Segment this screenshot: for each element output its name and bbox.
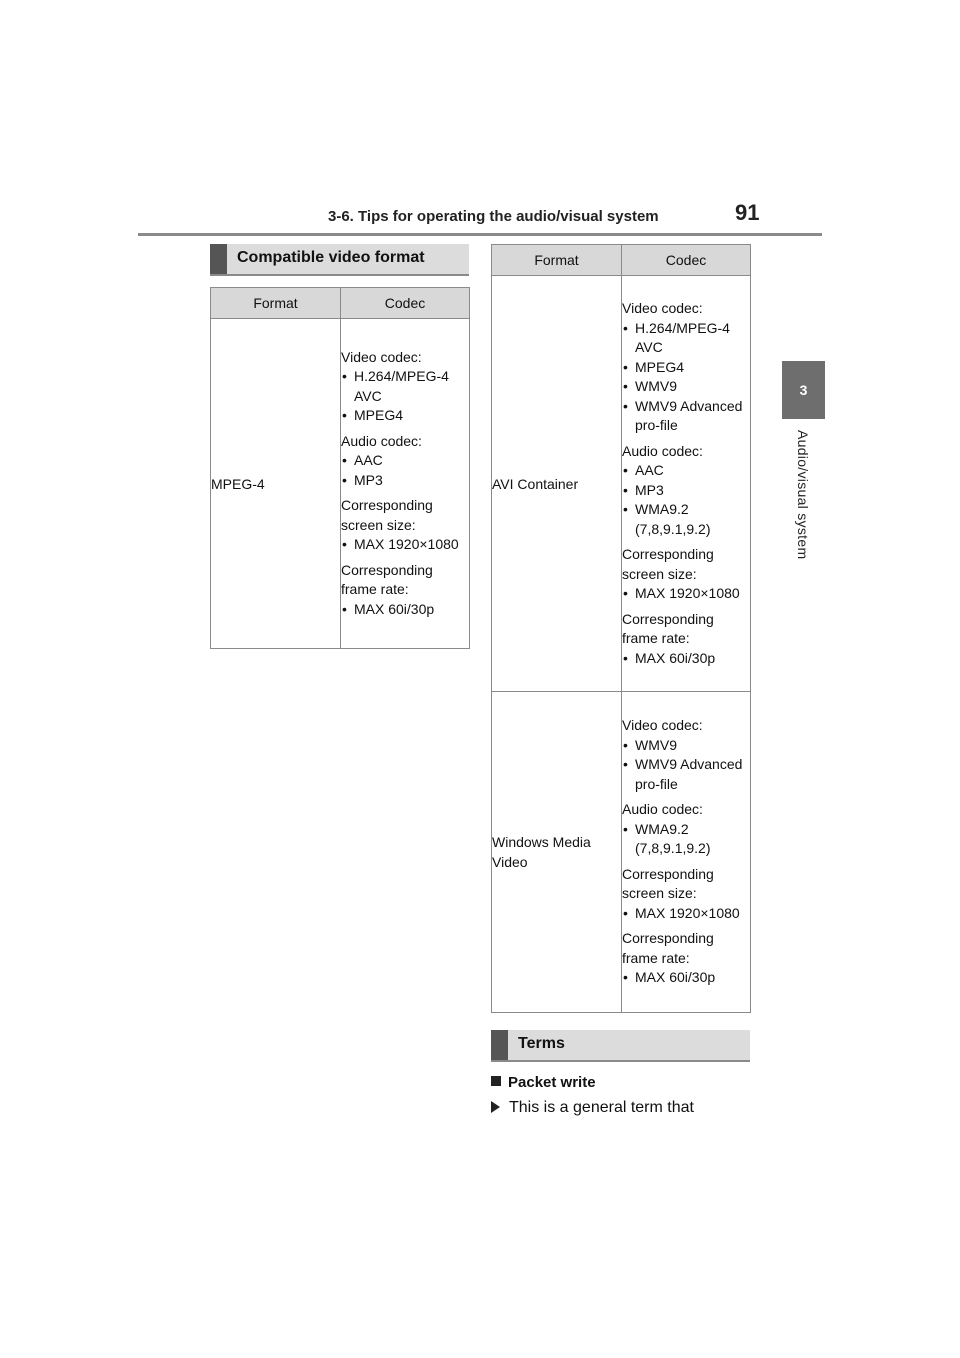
list-item: • MP3	[341, 471, 469, 491]
codec-group-heading: Video codec:	[622, 300, 703, 316]
column-header-format: Format	[492, 245, 622, 276]
codec-group	[341, 496, 469, 555]
codec-group	[622, 545, 750, 604]
codec-group-heading: Corresponding frame rate:	[341, 561, 433, 598]
codec-group-heading: Audio codec:	[622, 442, 703, 459]
list-item: • MAX 1920×1080	[622, 584, 750, 604]
codec-group	[622, 299, 750, 436]
table-header-row	[211, 288, 470, 319]
list-item: • WMV9	[622, 736, 750, 756]
term-description-text: This is a general term that	[509, 1099, 694, 1116]
list-item: • MAX 60i/30p	[622, 968, 750, 988]
video-format-table-continued	[491, 244, 751, 1013]
term-heading	[491, 1074, 596, 1091]
codec-list	[341, 367, 469, 426]
video-format-table	[210, 287, 470, 649]
page-header-title: 3-6. Tips for operating the audio/visual system	[328, 208, 659, 225]
section-heading-text: Compatible video format	[237, 249, 425, 266]
triangle-bullet-icon	[491, 1101, 500, 1113]
list-item: • MPEG4	[622, 358, 750, 378]
chapter-tab: 3	[782, 361, 825, 419]
codec-group-heading: Audio codec:	[341, 432, 422, 449]
codec-group	[341, 348, 469, 426]
list-item: • H.264/MPEG-4 AVC	[622, 319, 750, 358]
section-heading-bar	[210, 244, 227, 274]
codec-group-heading: Corresponding frame rate:	[622, 930, 714, 966]
list-item: • WMV9 Advanced pro-file	[622, 755, 750, 794]
list-item: • WMV9	[622, 377, 750, 397]
codec-group	[622, 800, 750, 859]
column-header-codec: Codec	[341, 288, 470, 319]
codec-list	[622, 736, 750, 795]
list-item: • WMV9 Advanced pro-file	[622, 397, 750, 436]
codec-group	[622, 865, 750, 924]
codec-list	[341, 535, 469, 555]
codec-cell	[622, 692, 751, 1013]
codec-cell	[341, 319, 470, 649]
list-item: • MAX 60i/30p	[341, 600, 469, 620]
codec-group	[622, 716, 750, 794]
page-number: 91	[735, 200, 760, 225]
codec-group-heading: Corresponding screen size:	[622, 865, 714, 902]
codec-group	[622, 442, 750, 540]
codec-list	[622, 820, 750, 859]
codec-group	[341, 432, 469, 491]
codec-group-heading: Corresponding screen size:	[622, 546, 714, 582]
codec-list	[622, 584, 750, 604]
codec-list	[622, 461, 750, 539]
column-header-format: Format	[211, 288, 341, 319]
column-header-codec: Codec	[622, 245, 751, 276]
section-heading-text: Terms	[518, 1035, 565, 1052]
header-divider	[138, 233, 822, 236]
codec-group-heading: Audio codec:	[622, 801, 703, 818]
list-item: • MAX 1920×1080	[622, 904, 750, 924]
term-description	[491, 1099, 694, 1117]
list-item: • WMA9.2 (7,8,9.1,9.2)	[622, 500, 750, 539]
list-item: • AAC	[622, 461, 750, 481]
codec-list	[622, 968, 750, 988]
list-item: • MAX 1920×1080	[341, 535, 469, 555]
section-heading-terms	[491, 1030, 750, 1062]
codec-group-heading: Video codec:	[341, 348, 422, 365]
codec-group	[622, 610, 750, 669]
chapter-side-label: Audio/visual system	[795, 430, 811, 560]
codec-list	[622, 649, 750, 669]
term-heading-text: Packet write	[508, 1074, 596, 1091]
format-cell: AVI Container	[492, 276, 622, 692]
table-row	[492, 276, 751, 692]
section-heading-bar	[491, 1030, 508, 1060]
list-item: • MPEG4	[341, 406, 469, 426]
codec-list	[341, 451, 469, 490]
codec-group	[622, 929, 750, 988]
codec-list	[622, 319, 750, 436]
list-item: • MP3	[622, 481, 750, 501]
codec-group-heading: Video codec:	[622, 717, 703, 734]
codec-group-heading: Corresponding screen size:	[341, 497, 433, 533]
list-item: • WMA9.2 (7,8,9.1,9.2)	[622, 820, 750, 859]
table-header-row	[492, 245, 751, 276]
format-cell: Windows Media Video	[492, 692, 622, 1013]
codec-list	[341, 600, 469, 620]
square-bullet-icon	[491, 1076, 501, 1086]
format-cell: MPEG-4	[211, 319, 341, 649]
codec-group	[341, 561, 469, 620]
table-row	[492, 692, 751, 1013]
section-heading-video-format	[210, 244, 469, 276]
list-item: • MAX 60i/30p	[622, 649, 750, 669]
codec-list	[622, 904, 750, 924]
table-row	[211, 319, 470, 649]
codec-cell	[622, 276, 751, 692]
codec-group-heading: Corresponding frame rate:	[622, 610, 714, 646]
list-item: • AAC	[341, 451, 469, 471]
list-item: • H.264/MPEG-4 AVC	[341, 367, 469, 406]
